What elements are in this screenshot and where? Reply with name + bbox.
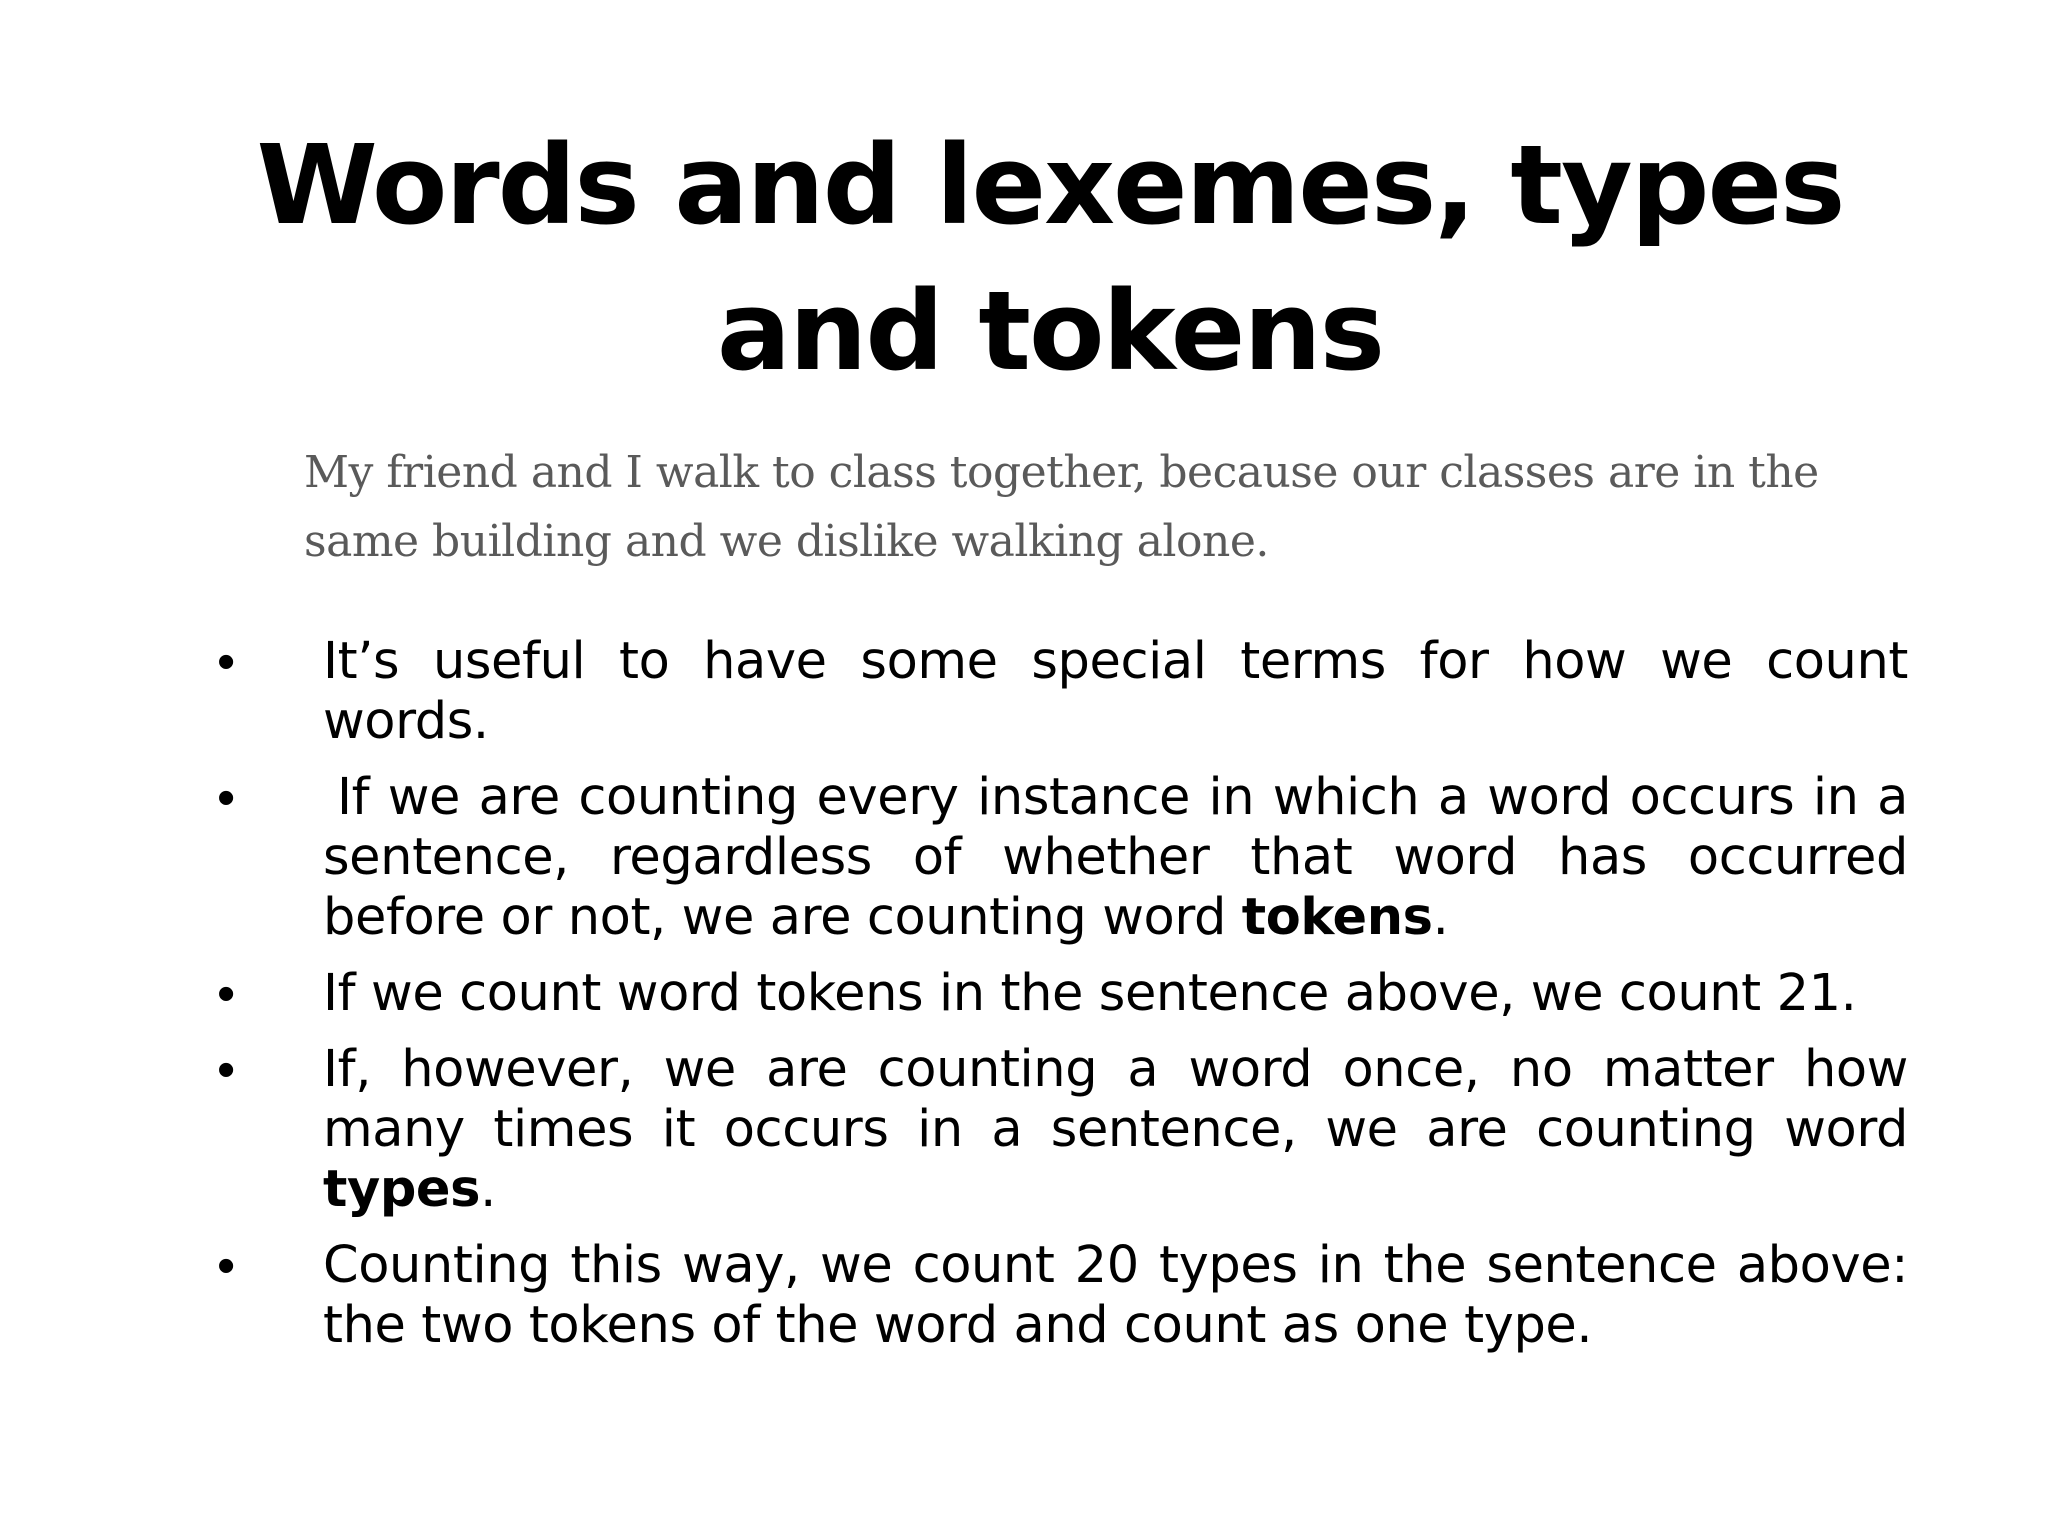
bullet-icon: •: [217, 769, 236, 827]
bullet-list: [0, 632, 2048, 1356]
bullet-text: It’s useful to have some special terms for how we count words.: [323, 632, 1908, 751]
bullet-text: Counting this way, we count 20 types in the sentence above: the two tokens of the word and count as one type.: [323, 1236, 1908, 1355]
bullet-text: [323, 768, 1908, 948]
bullet-item: [0, 964, 2048, 1024]
slide-title: Words and lexemes, types and tokens: [256, 121, 1844, 395]
term-tokens: tokens: [1241, 888, 1433, 947]
bullet-item: [0, 1236, 2048, 1356]
bullet-text: [323, 1040, 1908, 1220]
bullet-text-part: If, however, we are counting a word once, no matter how many times it occurs in a sentence, we are counting word: [323, 1040, 1908, 1159]
bullet-icon: •: [217, 633, 236, 691]
bullet-text-part: .: [1432, 888, 1449, 947]
bullet-text-part: If we are counting every instance in which a word occurs in a sentence, regardless of whether that word has occurred before or not, we are counting word: [323, 768, 1908, 947]
example-sentence-line-2: same building and we dislike walking alone.: [304, 516, 1269, 567]
bullet-item: [0, 768, 2048, 948]
example-sentence-image: [300, 428, 1918, 582]
term-types: types: [323, 1160, 481, 1219]
bullet-text: If we count word tokens in the sentence above, we count 21.: [323, 964, 1857, 1023]
bullet-text-part: .: [480, 1160, 496, 1219]
example-sentence-line-1: My friend and I walk to class together, because our classes are in the: [304, 447, 1819, 498]
bullet-item: [0, 1040, 2048, 1220]
bullet-icon: •: [217, 1237, 236, 1295]
bullet-icon: •: [217, 1041, 236, 1099]
bullet-icon: •: [217, 965, 236, 1023]
bullet-item: [0, 632, 2048, 752]
